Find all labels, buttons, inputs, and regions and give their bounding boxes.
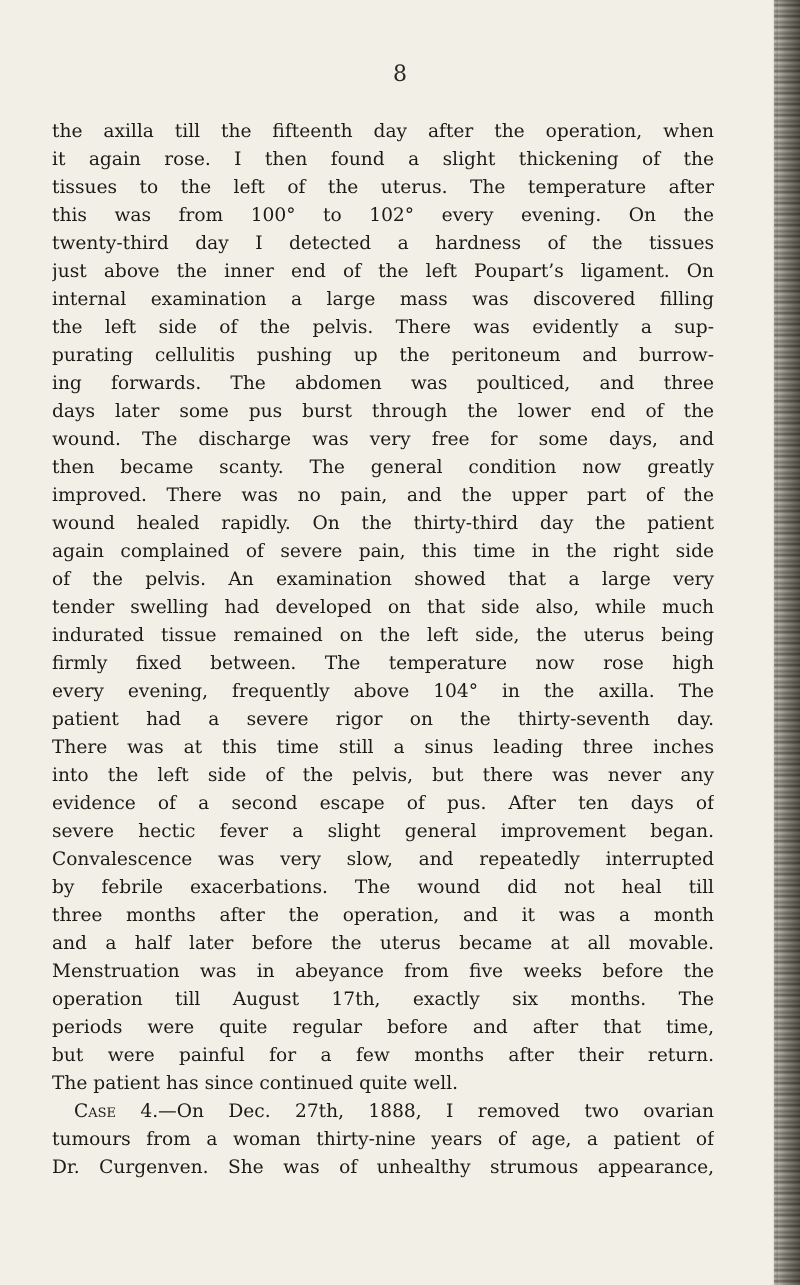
text-line: and a half later before the uterus became at all movable. [52, 933, 714, 954]
text-line: internal examination a large mass was discovered filling [52, 289, 714, 310]
text-line: but were painful for a few months after their return. [52, 1045, 714, 1066]
text-line: every evening, frequently above 104° in the axilla. The [52, 681, 714, 702]
text-line: tissues to the left of the uterus. The temperature after [52, 177, 714, 198]
text-line: indurated tissue remained on the left side, the uterus being [52, 625, 714, 646]
text-line: ing forwards. The abdomen was poulticed, and three [52, 373, 714, 394]
text-line: periods were quite regular before and after that time, [52, 1017, 714, 1038]
text-line: tender swelling had developed on that side also, while much [52, 597, 714, 618]
case-4-first-line [52, 1098, 714, 1126]
text-line: purating cellulitis pushing up the peritoneum and burrow- [52, 345, 714, 366]
text-line: just above the inner end of the left Poupart’s ligament. On [52, 261, 714, 282]
text-line: evidence of a second escape of pus. After ten days of [52, 793, 714, 814]
text-line: again complained of severe pain, this time in the right side [52, 541, 714, 562]
text-line: then became scanty. The general condition now greatly [52, 457, 714, 478]
text-line: There was at this time still a sinus leading three inches [52, 737, 714, 758]
text-line: it again rose. I then found a slight thickening of the [52, 149, 714, 170]
text-line: improved. There was no pain, and the upper part of the [52, 485, 714, 506]
page-number: 8 [393, 62, 407, 87]
text-line: firmly fixed between. The temperature now rose high [52, 653, 714, 674]
body-text [52, 118, 714, 1182]
text-line: the left side of the pelvis. There was evidently a sup- [52, 317, 714, 338]
case-heading: Case 4. [74, 1101, 159, 1122]
text-line: of the pelvis. An examination showed that a large very [52, 569, 714, 590]
text-line: by febrile exacerbations. The wound did not heal till [52, 877, 714, 898]
text-line: three months after the operation, and it was a month [52, 905, 714, 926]
text-line: patient had a severe rigor on the thirty-seventh day. [52, 709, 714, 730]
text-line: wound. The discharge was very free for some days, and [52, 429, 714, 450]
text-line: Menstruation was in abeyance from five weeks before the [52, 961, 714, 982]
text-line: wound healed rapidly. On the thirty-third day the patient [52, 513, 714, 534]
text-line: operation till August 17th, exactly six months. The [52, 989, 714, 1010]
text-line: days later some pus burst through the lower end of the [52, 401, 714, 422]
case-text: —On Dec. 27th, 1888, I removed two ovarian [158, 1101, 714, 1122]
text-line: the axilla till the fifteenth day after the operation, when [52, 121, 714, 142]
text-line: twenty-third day I detected a hardness of the tissues [52, 233, 714, 254]
text-line: Convalescence was very slow, and repeatedly interrupted [52, 849, 714, 870]
text-line: severe hectic fever a slight general improvement began. [52, 821, 714, 842]
text-line: tumours from a woman thirty-nine years of age, a patient of [52, 1129, 714, 1150]
book-binding-edge [774, 0, 800, 1285]
text-line: this was from 100° to 102° every evening. On the [52, 205, 714, 226]
text-line-paragraph-end: The patient has since continued quite well. [52, 1073, 459, 1094]
text-line: into the left side of the pelvis, but there was never any [52, 765, 714, 786]
text-line: Dr. Curgenven. She was of unhealthy strumous appearance, [52, 1157, 714, 1178]
